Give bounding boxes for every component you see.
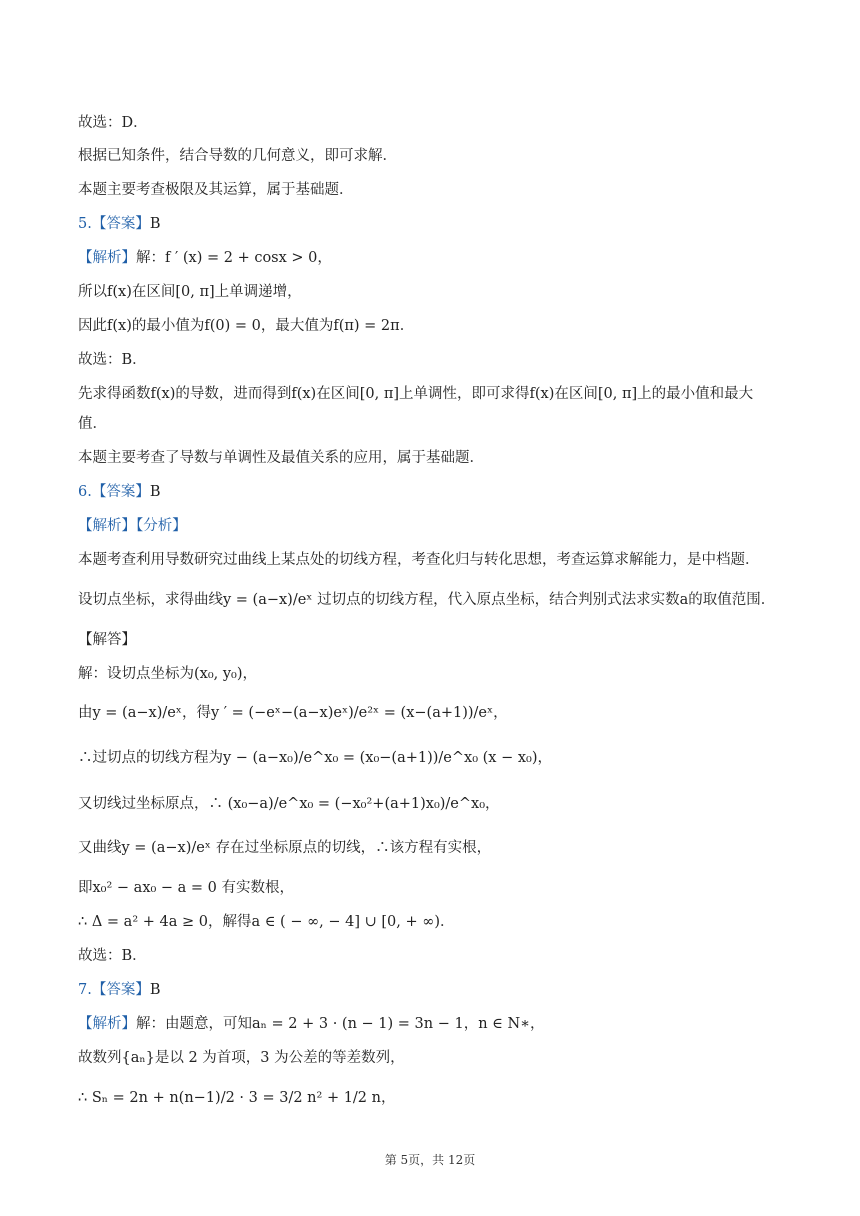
text-line: 设切点坐标，求得曲线y = (a−x)/eˣ 过切点的切线方程，代入原点坐标，结合判别式法求实数a的取值范围．	[78, 592, 776, 608]
text-line: 本题考查利用导数研究过曲线上某点处的切线方程，考查化归与转化思想，考查运算求解能力，是中档题．	[78, 552, 760, 568]
text-line: ∴ Δ = a² + 4a ≥ 0，解得a ∈ ( − ∞, − 4] ∪ [0, + ∞)．	[78, 914, 455, 930]
text-line: 先求得函数f(x)的导数，进而得到f(x)在区间[0, π]上单调性，即可求得f(x)在区间[0, π]上的最小值和最大	[78, 386, 754, 402]
text-line: ∴ Sₙ = 2n + n(n−1)/2 · 3 = 3/2 n² + 1/2 n，	[78, 1090, 396, 1106]
answer-line: 【解析】【分析】	[78, 518, 187, 534]
answer-line: 【解析】解：由题意，可知aₙ = 2 + 3 · (n − 1) = 3n − 1，n ∈ N∗，	[78, 1016, 545, 1032]
text-line: 所以f(x)在区间[0, π]上单调递增，	[78, 284, 302, 300]
answer-line: 7.【答案】B	[78, 982, 161, 998]
text-line: 即x₀² − ax₀ − a = 0 有实数根，	[78, 880, 295, 896]
text-line: 故选：B．	[78, 352, 147, 368]
page-footer: 第 5页，共 12页	[384, 1153, 476, 1167]
answer-line: 【解析】解：f ′ (x) = 2 + cosx > 0，	[78, 250, 332, 266]
text-line: 又曲线y = (a−x)/eˣ 存在过坐标原点的切线，∴该方程有实根，	[78, 840, 492, 856]
text-line: 根据已知条件，结合导数的几何意义，即可求解．	[78, 148, 397, 164]
text-line: 本题主要考查极限及其运算，属于基础题．	[78, 182, 354, 198]
answer-line: 5.【答案】B	[78, 216, 161, 232]
text-line: ∴过切点的切线方程为y − (a−x₀)/e^x₀ = (x₀−(a+1))/e^x₀ (x − x₀)，	[78, 750, 552, 766]
text-line: 值．	[78, 416, 107, 432]
text-line: 故选：B．	[78, 948, 147, 964]
text-line: 【解答】	[78, 632, 136, 648]
text-line: 因此f(x)的最小值为f(0) = 0，最大值为f(π) = 2π．	[78, 318, 415, 334]
text-line: 解：设切点坐标为(x₀, y₀)，	[78, 666, 258, 682]
text-line: 故选：D．	[78, 115, 148, 131]
text-line: 故数列{aₙ}是以 2 为首项，3 为公差的等差数列，	[78, 1050, 405, 1066]
text-line: 又切线过坐标原点，∴ (x₀−a)/e^x₀ = (−x₀²+(a+1)x₀)/e^x₀，	[78, 796, 500, 812]
text-line: 本题主要考查了导数与单调性及最值关系的应用，属于基础题．	[78, 450, 484, 466]
answer-line: 6.【答案】B	[78, 484, 161, 500]
text-line: 由y = (a−x)/eˣ，得y ′ = (−eˣ−(a−x)eˣ)/e²ˣ = (x−(a+1))/eˣ，	[78, 705, 508, 721]
